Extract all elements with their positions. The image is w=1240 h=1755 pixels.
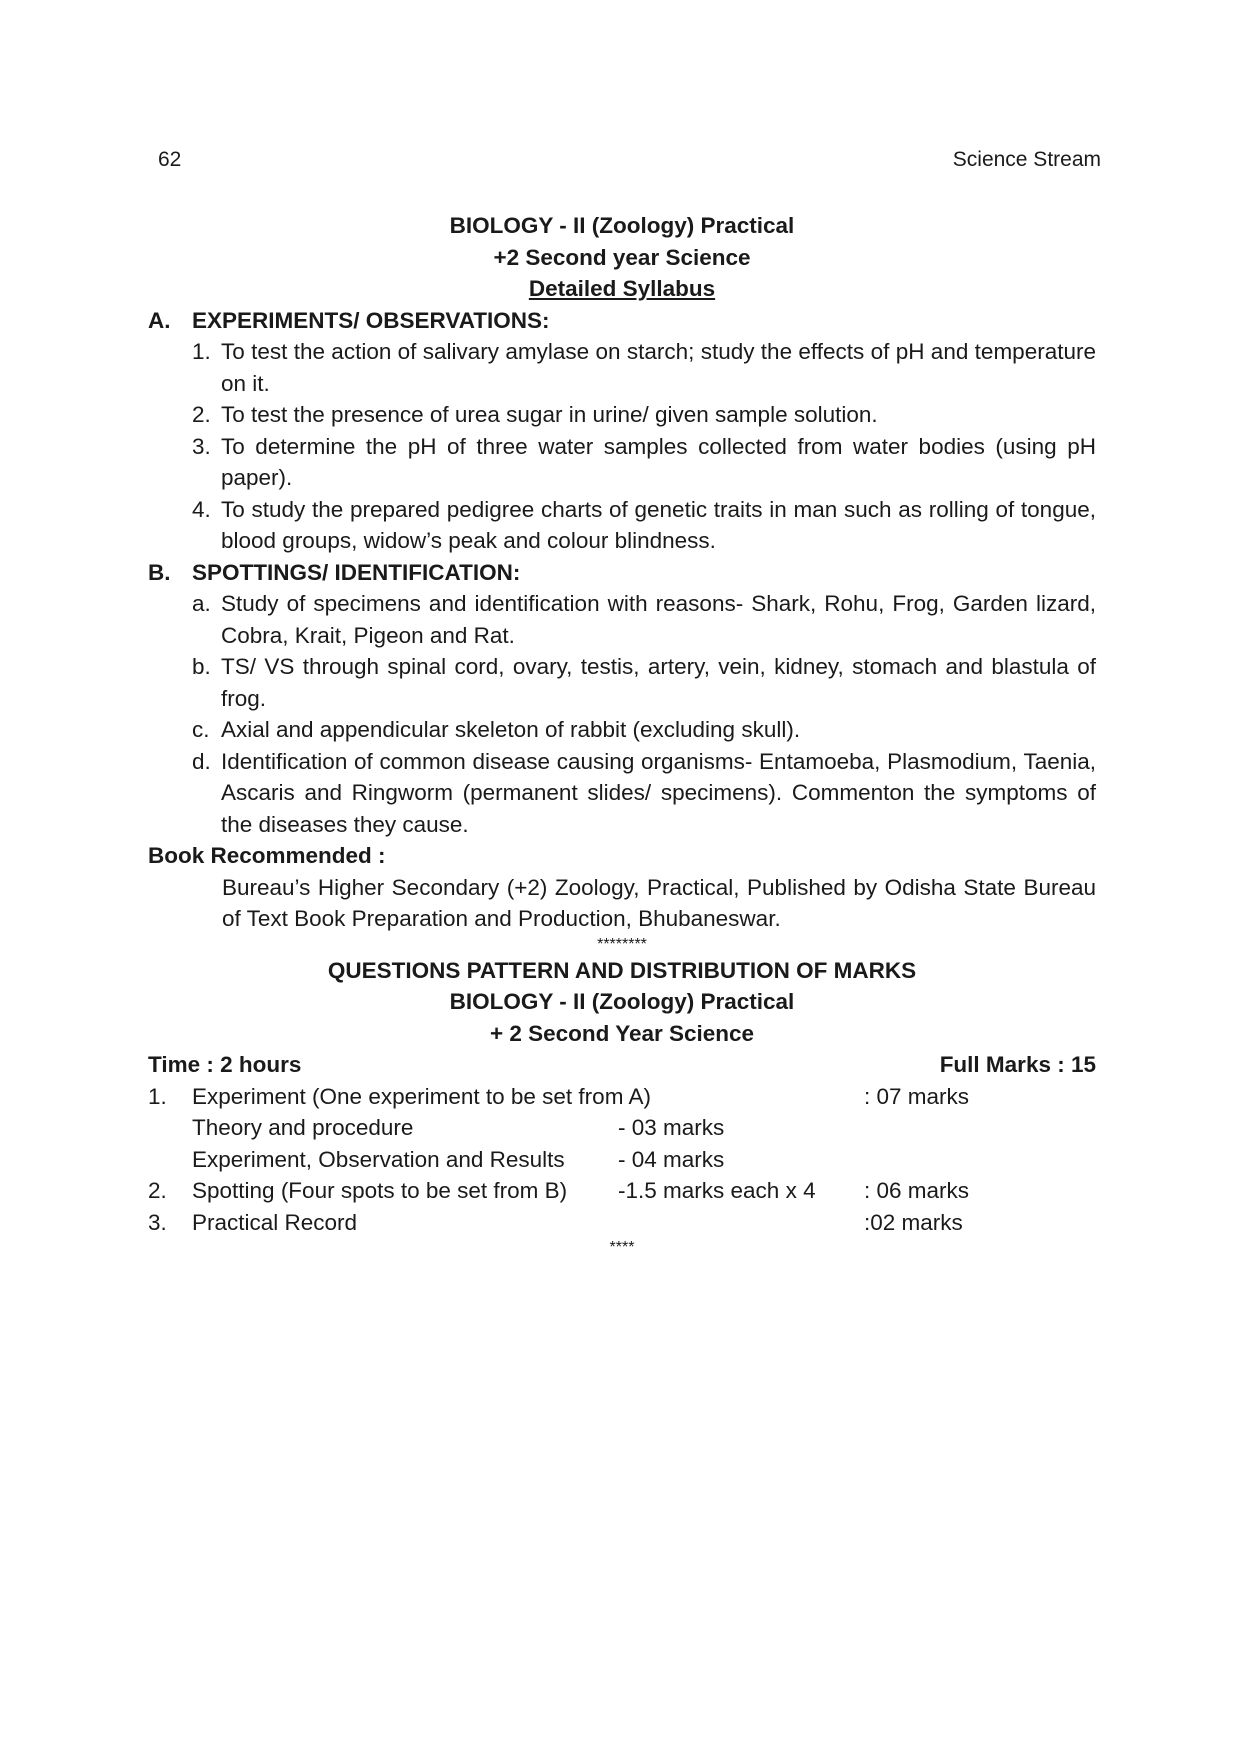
item-marker: 4. [192, 496, 211, 522]
book-recommended-heading: Book Recommended : [148, 843, 386, 868]
list-item [192, 399, 1096, 431]
section-b-list [148, 588, 1096, 840]
list-item [192, 651, 1096, 714]
table-row [148, 1207, 1096, 1239]
page-content [148, 210, 1096, 1258]
time-marks-row [148, 1049, 1096, 1081]
item-marker: d. [192, 748, 211, 774]
syllabus-heading-text: Detailed Syllabus [528, 276, 716, 301]
syllabus-title: BIOLOGY - II (Zoology) Practical [449, 213, 795, 238]
table-row [148, 1112, 1096, 1144]
section-a-list [148, 336, 1096, 557]
item-marker: 2. [192, 402, 211, 427]
table-row [148, 1144, 1096, 1176]
row-sub-marks: - 03 marks [618, 1115, 725, 1140]
marks-distribution-table [148, 1081, 1096, 1239]
questions-subtitle-2: + 2 Second Year Science [489, 1020, 755, 1046]
item-marker: a. [192, 591, 211, 616]
running-head: Science Stream [952, 148, 1101, 171]
table-row [148, 1081, 1096, 1113]
end-stars: **** [609, 1239, 635, 1256]
list-item [192, 431, 1096, 494]
section-b-heading [148, 557, 1096, 589]
row-number: 3. [148, 1209, 167, 1235]
row-description: Experiment, Observation and Results [192, 1146, 565, 1172]
section-letter: B. [148, 559, 171, 585]
row-description: Theory and procedure [192, 1115, 414, 1140]
item-text: To study the prepared pedigree charts of genetic traits in man such as rolling of tongue, blood groups, widow’s peak and colour blindness. [221, 496, 1096, 553]
syllabus-subtitle: +2 Second year Science [493, 244, 751, 270]
page-number: 62 [158, 148, 182, 171]
row-sub-marks: -1.5 marks each x 4 [618, 1178, 816, 1203]
item-marker: 3. [192, 433, 211, 459]
section-a-heading [148, 305, 1096, 337]
row-marks: :02 marks [864, 1209, 963, 1235]
row-sub-marks [618, 1207, 864, 1239]
list-item [192, 494, 1096, 557]
row-number [148, 1144, 192, 1176]
row-number: 2. [148, 1178, 167, 1203]
item-text: Study of specimens and identification with reasons- Shark, Rohu, Frog, Garden lizard, Cobra, Krait, Pigeon and Rat. [221, 591, 1096, 648]
section-title: EXPERIMENTS/ OBSERVATIONS: [192, 307, 550, 333]
item-text: To test the action of salivary amylase on starch; study the effects of pH and temperature on it. [221, 339, 1096, 396]
section-title: SPOTTINGS/ IDENTIFICATION: [192, 559, 521, 585]
list-item [192, 336, 1096, 399]
row-marks [864, 1112, 1096, 1144]
item-marker: c. [192, 717, 210, 742]
item-text: TS/ VS through spinal cord, ovary, testis, artery, vein, kidney, stomach and blastula of frog. [221, 654, 1096, 711]
item-text: To determine the pH of three water samples collected from water bodies (using pH paper). [221, 433, 1096, 490]
list-item [192, 588, 1096, 651]
table-row [148, 1175, 1096, 1207]
time-label: Time : 2 hours [148, 1052, 302, 1077]
item-text: Axial and appendicular skeleton of rabbit (excluding skull). [221, 717, 801, 742]
book-recommended-text: Bureau’s Higher Secondary (+2) Zoology, Practical, Published by Odisha State Bureau of Text Book Preparation and Production, Bhubaneswar. [222, 874, 1096, 931]
questions-title: QUESTIONS PATTERN AND DISTRIBUTION OF MARKS [327, 957, 917, 983]
item-text: To test the presence of urea sugar in urine/ given sample solution. [221, 402, 878, 427]
row-number [148, 1112, 192, 1144]
item-marker: 1. [192, 339, 211, 364]
row-description: Spotting (Four spots to be set from B) [192, 1178, 568, 1203]
row-number: 1. [148, 1083, 167, 1109]
questions-subtitle: BIOLOGY - II (Zoology) Practical [449, 989, 795, 1014]
list-item [192, 714, 1096, 746]
separator-stars: ******** [597, 935, 647, 953]
row-description: Experiment (One experiment to be set from A) [192, 1083, 651, 1109]
row-marks: : 06 marks [864, 1178, 970, 1203]
row-sub-marks: - 04 marks [618, 1146, 725, 1172]
full-marks-label: Full Marks : 15 [939, 1052, 1096, 1077]
list-item [192, 746, 1096, 841]
item-text: Identification of common disease causing organisms- Entamoeba, Plasmodium, Taenia, Ascaris and Ringworm (permanent slides/ specimens). Commenton the symptoms of the diseases they cause. [221, 748, 1096, 837]
syllabus-heading [148, 273, 1096, 305]
item-marker: b. [192, 654, 211, 679]
row-description: Practical Record [192, 1209, 358, 1235]
row-marks: : 07 marks [864, 1083, 970, 1109]
row-marks [864, 1144, 1096, 1176]
section-letter: A. [148, 307, 171, 333]
